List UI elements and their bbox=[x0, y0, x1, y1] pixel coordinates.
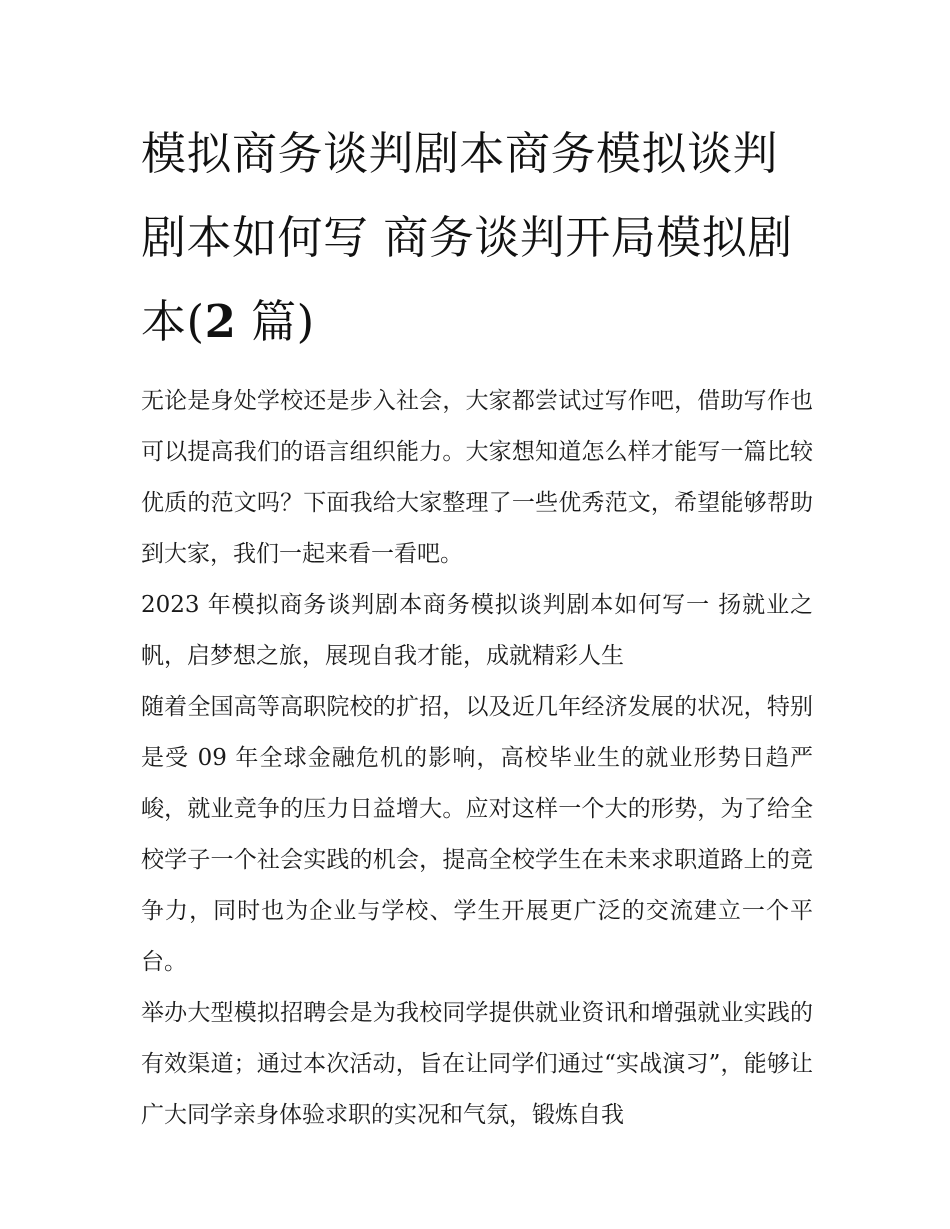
paragraph-heading: 2023 年模拟商务谈判剧本商务模拟谈判剧本如何写一 扬就业之帆，启梦想之旅，展现自我才能，成就精彩人生 bbox=[141, 592, 813, 669]
title-count: 2 bbox=[204, 295, 237, 348]
paragraph-purpose: 举办大型模拟招聘会是为我校同学提供就业资讯和增强就业实践的有效渠道；通过本次活动，旨在让同学们通过“实战演习”，能够让广大同学亲身体验求职的实况和气氛，锻炼自我 bbox=[141, 1000, 813, 1128]
title-text-part1: 模拟商务谈判剧本商务模拟谈判剧本如何写 商务谈判开局模拟剧本( bbox=[141, 127, 793, 348]
document-body bbox=[141, 112, 813, 1141]
paragraph-background: 随着全国高等高职院校的扩招，以及近几年经济发展的状况，特别是受 09 年全球金融危机的影响，高校毕业生的就业形势日趋严峻，就业竞争的压力日益增大。应对这样一个大的形势，为了给全校学子一个社会实践的机会，提高全校学生在未来求职道路上的竞争力，同时也为企业与学校、学生开展更广泛的交流建立一个平台。 bbox=[141, 694, 813, 975]
document-title bbox=[141, 112, 813, 364]
title-text-part2: 篇) bbox=[236, 295, 315, 348]
paragraph-intro: 无论是身处学校还是步入社会，大家都尝试过写作吧，借助写作也可以提高我们的语言组织能力。大家想知道怎么样才能写一篇比较优质的范文吗？下面我给大家整理了一些优秀范文，希望能够帮助到大家，我们一起来看一看吧。 bbox=[141, 388, 813, 567]
